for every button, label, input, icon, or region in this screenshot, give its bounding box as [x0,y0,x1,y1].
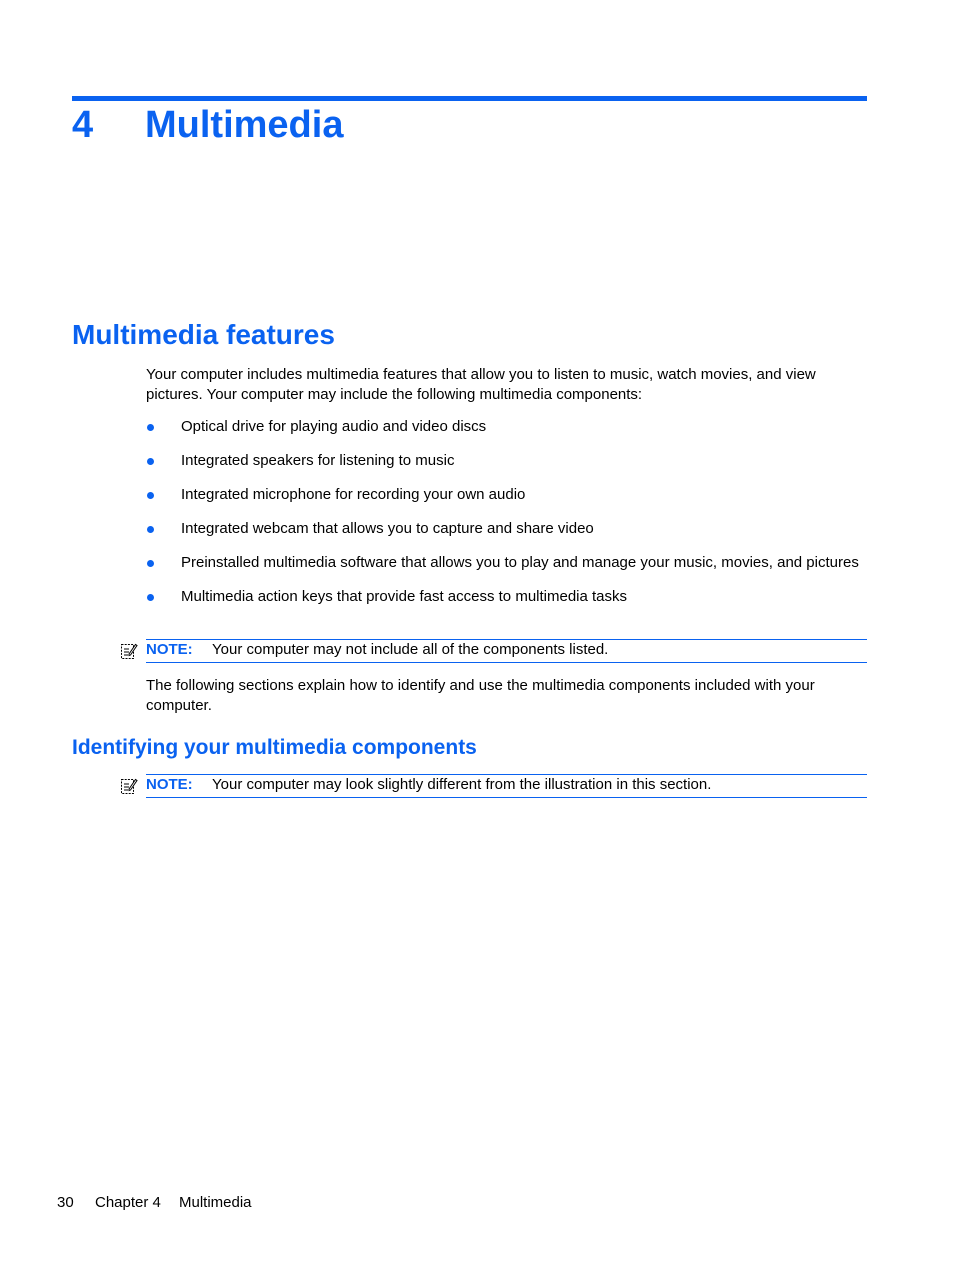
page-footer [57,1193,252,1213]
list-item [146,485,868,505]
component-list [146,417,868,621]
chapter-rule [72,96,867,101]
chapter-heading [72,102,343,148]
chapter-number: 4 [72,104,94,146]
subsection-heading: Identifying your multimedia components [72,736,477,759]
note-text: Your computer may look slightly different from the illustration in this section. [212,776,712,793]
bullet-icon [147,594,154,601]
list-item-text: Preinstalled multimedia software that allows you to play and manage your music, movies, and pictures [181,554,859,571]
list-item-text: Integrated speakers for listening to music [181,452,455,469]
footer-chapter-label: Chapter 4 [95,1194,161,1211]
note-pencil-icon [120,777,138,795]
note-label: NOTE: [146,641,193,658]
section-heading: Multimedia features [72,319,335,350]
list-item-text: Multimedia action keys that provide fast access to multimedia tasks [181,588,628,605]
note-text: Your computer may not include all of the components listed. [212,641,609,658]
list-item-text: Integrated microphone for recording your own audio [181,486,526,503]
list-item [146,417,868,437]
list-item [146,451,868,471]
followup-paragraph: The following sections explain how to identify and use the multimedia components included with your computer. [146,677,815,714]
list-item-text: Integrated webcam that allows you to capture and share video [181,520,594,537]
bullet-icon [147,458,154,465]
list-item [146,553,868,573]
note-box [146,774,867,798]
bullet-icon [147,424,154,431]
bullet-icon [147,560,154,567]
chapter-title: Multimedia [145,104,344,146]
note-label: NOTE: [146,776,193,793]
note-pencil-icon [120,642,138,660]
page-number: 30 [57,1194,74,1211]
note-box [146,639,867,663]
bullet-icon [147,526,154,533]
list-item [146,519,868,539]
list-item [146,587,868,607]
bullet-icon [147,492,154,499]
intro-paragraph: Your computer includes multimedia features that allow you to listen to music, watch movies, and view pictures. Your computer may include the following multimedia components: [146,366,816,403]
footer-chapter-title: Multimedia [179,1194,252,1211]
list-item-text: Optical drive for playing audio and video discs [181,418,487,435]
